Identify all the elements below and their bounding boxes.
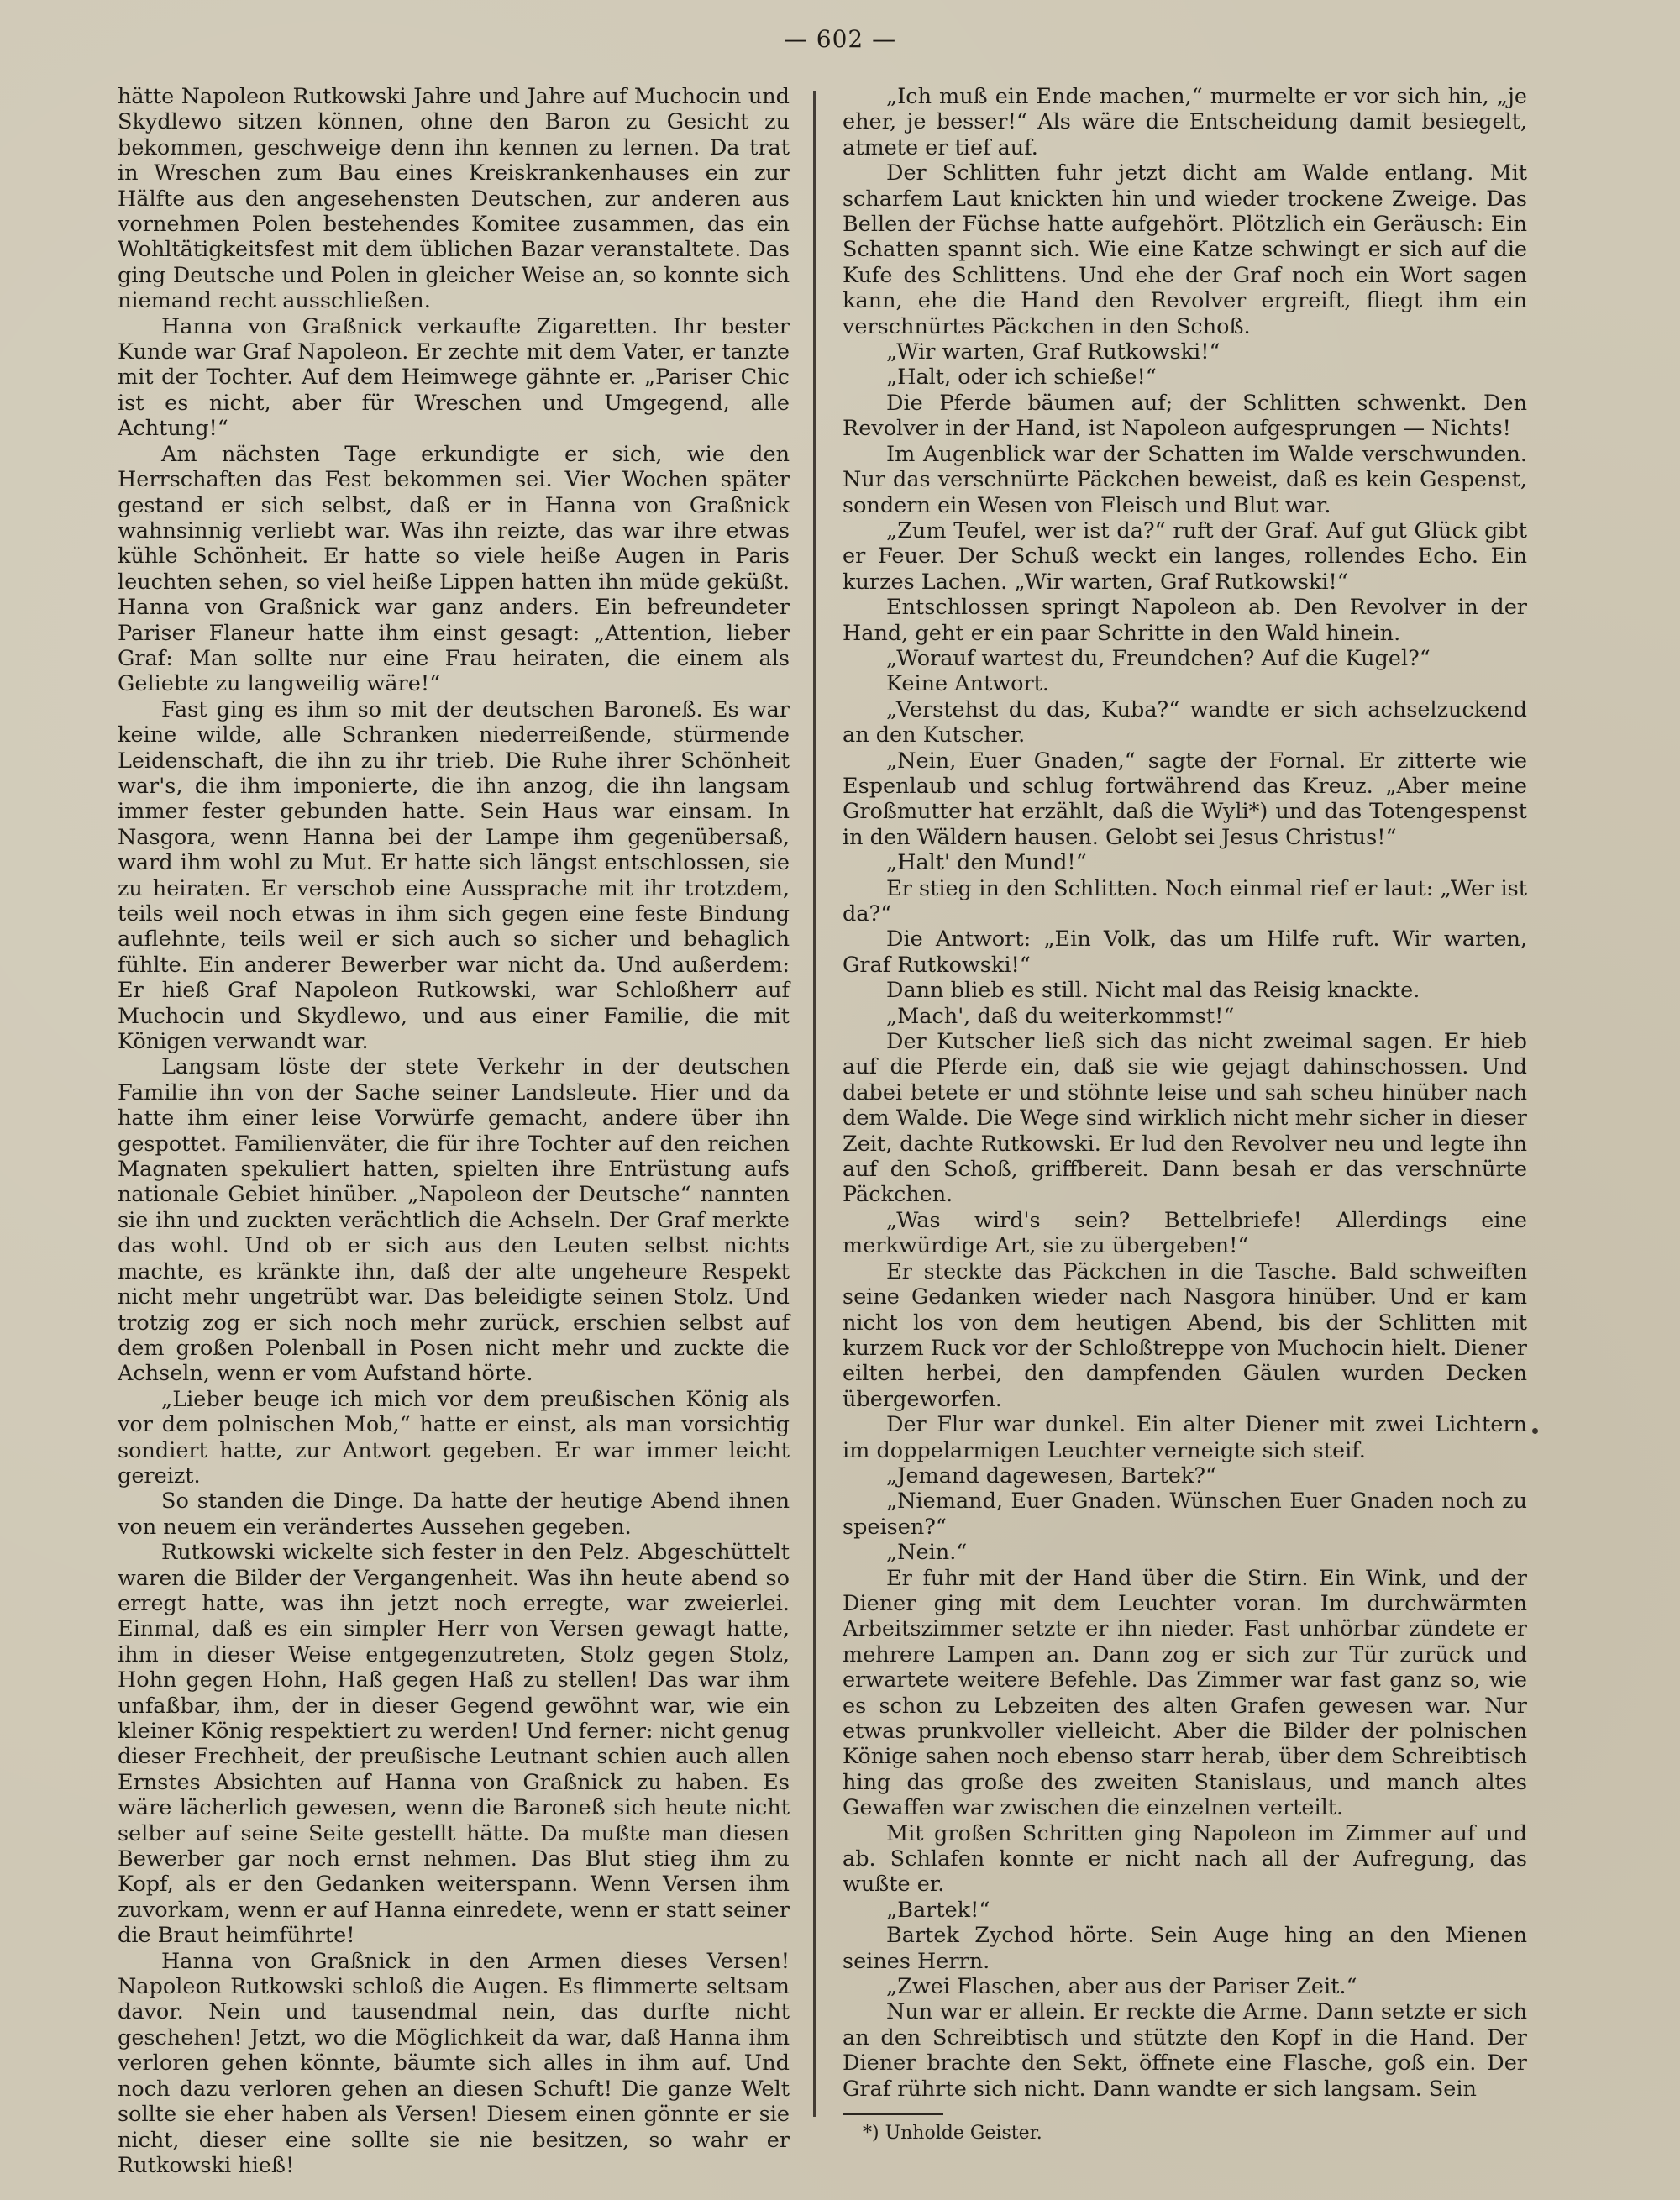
paragraph: „Zwei Flaschen, aber aus der Pariser Zeit.“	[886, 1974, 1357, 2000]
paragraph: Keine Antwort.	[886, 671, 1050, 697]
paragraph: So standen die Dinge. Da hatte der heutige Abend ihnen von neuem ein verändertes Aussehen gegeben.	[118, 1489, 790, 1540]
paragraph: „Nein.“	[886, 1540, 968, 1566]
paragraph: Die Antwort: „Ein Volk, das um Hilfe ruft. Wir warten, Graf Rutkowski!“	[843, 927, 1527, 978]
right-column	[843, 84, 1527, 2145]
paragraph: Am nächsten Tage erkundigte er sich, wie den Herrschaften das Fest bekommen sei. Vier Wochen später gestand er sich selbst, daß er in Hanna von Graßnick wahnsinnig verliebt war. Was ihn reizte, das war ihre etwas kühle Schönheit. Er hatte so viele heiße Augen in Paris leuchten sehen, so viel heiße Lippen hatten ihn müde geküßt. Hanna von Graßnick war ganz anders. Ein befreundeter Pariser Flaneur hatte ihm einst gesagt: „Attention, lieber Graf: Man sollte nur eine Frau heiraten, die einem als Geliebte zu langweilig wäre!“	[118, 441, 790, 697]
paragraph: Bartek Zychod hörte. Sein Auge hing an den Mienen seines Herrn.	[843, 1923, 1527, 1974]
paragraph: Der Kutscher ließ sich das nicht zweimal sagen. Er hieb auf die Pferde ein, daß sie wie gejagt dahinschossen. Und dabei betete er und stöhnte leise und sah scheu hinüber nach dem Walde. Die Wege sind wirklich nicht mehr sicher in dieser Zeit, dachte Rutkowski. Er lud den Revolver neu und legte ihn auf den Schoß, griffbereit. Dann besah er das verschnürte Päckchen.	[843, 1029, 1527, 1208]
paragraph: „Niemand, Euer Gnaden. Wünschen Euer Gnaden noch zu speisen?“	[843, 1489, 1527, 1540]
paragraph: Hanna von Graßnick in den Armen dieses Versen! Napoleon Rutkowski schloß die Augen. Es flimmerte seltsam davor. Nein und tausendmal nein, das durfte nicht geschehen! Jetzt, wo die Möglichkeit da war, daß Hanna ihm verloren gehen könnte, bäumte sich alles in ihm auf. Und noch dazu verloren gehen an diesen Schuft! Die ganze Welt sollte sie eher haben als Versen! Diesem einen gönnte er sie nicht, dieser eine sollte sie nie besitzen, so wahr er Rutkowski hieß!	[118, 1948, 790, 2178]
paragraph: hätte Napoleon Rutkowski Jahre und Jahre auf Muchocin und Skydlewo sitzen können, ohne den Baron zu Gesicht zu bekommen, geschweige denn ihn kennen zu lernen. Da trat in Wreschen zum Bau eines Kreiskrankenhauses ein zur Hälfte aus den angesehensten Deutschen, zur anderen aus vornehmen Polen bestehendes Komitee zusammen, das ein Wohltätigkeitsfest mit dem üblichen Bazar veranstaltete. Das ging Deutsche und Polen in gleicher Weise an, so konnte sich niemand recht ausschließen.	[118, 84, 790, 314]
left-column	[118, 84, 790, 2178]
paragraph: Im Augenblick war der Schatten im Walde verschwunden. Nur das verschnürte Päckchen beweist, daß es kein Gespenst, sondern ein Wesen von Fleisch und Blut war.	[843, 441, 1527, 518]
paragraph: „Zum Teufel, wer ist da?“ ruft der Graf. Auf gut Glück gibt er Feuer. Der Schuß weckt ein langes, rollendes Echo. Ein kurzes Lachen. „Wir warten, Graf Rutkowski!“	[843, 517, 1527, 595]
paragraph: „Mach', daß du weiterkommst!“	[886, 1003, 1235, 1029]
paragraph: Nun war er allein. Er reckte die Arme. Dann setzte er sich an den Schreibtisch und stützte den Kopf in die Hand. Der Diener brachte den Sekt, öffnete eine Flasche, goß ein. Der Graf rührte sich nicht. Dann wandte er sich langsam. Sein	[843, 1999, 1527, 2102]
paragraph: „Ich muß ein Ende machen,“ murmelte er vor sich hin, „je eher, je besser!“ Als wäre die Entscheidung damit besiegelt, atmete er tief auf.	[843, 84, 1527, 160]
paragraph: Er steckte das Päckchen in die Tasche. Bald schweiften seine Gedanken wieder nach Nasgora hinüber. Und er kam nicht los von dem heutigen Abend, bis der Schlitten mit kurzem Ruck vor der Schloßtreppe von Muchocin hielt. Diener eilten herbei, den dampfenden Gäulen wurden Decken übergeworfen.	[843, 1258, 1527, 1412]
paragraph: Er stieg in den Schlitten. Noch einmal rief er laut: „Wer ist da?“	[843, 875, 1527, 927]
paragraph: Hanna von Graßnick verkaufte Zigaretten. Ihr bester Kunde war Graf Napoleon. Er zechte mit dem Vater, er tanzte mit der Tochter. Auf dem Heimwege gähnte er. „Pariser Chic ist es nicht, aber für Wreschen und Umgegend, alle Achtung!“	[118, 313, 790, 442]
paragraph: Entschlossen springt Napoleon ab. Den Revolver in der Hand, geht er ein paar Schritte in den Wald hinein.	[843, 595, 1527, 646]
paragraph: Dann blieb es still. Nicht mal das Reisig knackte.	[886, 978, 1420, 1004]
paragraph: Die Pferde bäumen auf; der Schlitten schwenkt. Den Revolver in der Hand, ist Napoleon aufgesprungen — Nichts!	[843, 390, 1527, 442]
paragraph: Rutkowski wickelte sich fester in den Pelz. Abgeschüttelt waren die Bilder der Vergangenheit. Was ihn heute abend so erregt hatte, was ihn jetzt noch erregte, war zweierlei. Einmal, daß es ein simpler Herr von Versen gewagt hatte, ihm in dieser Weise entgegenzutreten, Stolz gegen Stolz, Hohn gegen Hohn, Haß gegen Haß zu stellen! Das war ihm unfaßbar, ihm, der in dieser Gegend gewöhnt war, wie ein kleiner König respektiert zu werden! Und ferner: nicht genug dieser Frechheit, der preußische Leutnant schien auch allen Ernstes Absichten auf Hanna von Graßnick zu haben. Es wäre lächerlich gewesen, wenn die Baroneß sich heute nicht selber auf seine Seite gestellt hätte. Da mußte man diesen Bewerber gar noch ernst nehmen. Das Blut stieg ihm zu Kopf, als er den Gedanken weiterspann. Wenn Versen ihm zuvorkam, wenn er auf Hanna einredete, wenn er statt seiner die Braut heimführte!	[118, 1540, 790, 1949]
footnote-rule	[843, 2113, 943, 2115]
paragraph: Langsam löste der stete Verkehr in der deutschen Familie ihn von der Sache seiner Landsleute. Hier und da hatte ihm einer leise Vorwürfe gemacht, andere über ihn gespottet. Familienväter, die für ihre Tochter auf den reichen Magnaten spekuliert hatten, spielten ihre Entrüstung aufs nationale Gebiet hinüber. „Napoleon der Deutsche“ nannten sie ihn und zuckten verächtlich die Achseln. Der Graf merkte das wohl. Und ob er sich aus den Leuten selbst nichts machte, es kränkte ihn, daß der alte ungeheure Respekt nicht mehr ungetrübt war. Das beleidigte seinen Stolz. Und trotzig zog er sich noch mehr zurück, erschien selbst auf dem großen Polenball in Posen nicht mehr und zuckte die Achseln, wenn er vom Aufstand hörte.	[118, 1054, 790, 1387]
paragraph: „Bartek!“	[886, 1897, 990, 1923]
paper-speck	[1532, 1428, 1538, 1434]
paragraph: Fast ging es ihm so mit der deutschen Baroneß. Es war keine wilde, alle Schranken niederreißende, stürmende Leidenschaft, die ihn zu ihr trieb. Die Ruhe ihrer Schönheit war's, die ihm imponierte, die ihn anzog, die ihn langsam immer fester gebunden hatte. Sein Haus war einsam. In Nasgora, wenn Hanna bei der Lampe ihm gegenübersaß, ward ihm wohl zu Mut. Er hatte sich längst entschlossen, sie zu heiraten. Er verschob eine Aussprache mit ihr trotzdem, teils weil noch etwas in ihm sich gegen eine feste Bindung auflehnte, teils weil er sich auch so sicher und behaglich fühlte. Ein anderer Bewerber war nicht da. Und außerdem: Er hieß Graf Napoleon Rutkowski, war Schloßherr auf Muchocin und Skydlewo, und aus einer Familie, die mit Königen verwandt war.	[118, 696, 790, 1055]
paragraph: „Wir warten, Graf Rutkowski!“	[886, 339, 1221, 365]
paragraph: „Halt, oder ich schieße!“	[886, 365, 1157, 391]
footnote: *) Unholde Geister.	[863, 2123, 1042, 2145]
paragraph: Der Flur war dunkel. Ein alter Diener mit zwei Lichtern im doppelarmigen Leuchter verneigte sich steif.	[843, 1412, 1527, 1463]
paragraph: „Worauf wartest du, Freundchen? Auf die Kugel?“	[886, 645, 1431, 671]
paragraph: „Halt' den Mund!“	[886, 850, 1087, 876]
paragraph: „Jemand dagewesen, Bartek?“	[886, 1462, 1217, 1489]
paragraph: „Verstehst du das, Kuba?“ wandte er sich achselzuckend an den Kutscher.	[843, 696, 1527, 748]
paragraph: Mit großen Schritten ging Napoleon im Zimmer auf und ab. Schlafen konnte er nicht nach all der Aufregung, das wußte er.	[843, 1820, 1527, 1898]
paragraph: „Was wird's sein? Bettelbriefe! Allerdings eine merkwürdige Art, sie zu übergeben!“	[843, 1207, 1527, 1259]
paragraph: „Lieber beuge ich mich vor dem preußischen König als vor dem polnischen Mob,“ hatte er einst, als man vorsichtig sondiert hatte, zur Antwort gegeben. Er war immer leicht gereizt.	[118, 1386, 790, 1489]
paragraph: Der Schlitten fuhr jetzt dicht am Walde entlang. Mit scharfem Laut knickten hin und wieder trockene Zweige. Das Bellen der Füchse hatte aufgehört. Plötzlich ein Geräusch: Ein Schatten spannt sich. Wie eine Katze schwingt er sich auf die Kufe des Schlittens. Und ehe der Graf noch ein Wort sagen kann, ehe die Hand den Revolver ergreift, fliegt ihm ein verschnürtes Päckchen in den Schoß.	[843, 160, 1527, 339]
paragraph: „Nein, Euer Gnaden,“ sagte der Fornal. Er zitterte wie Espenlaub und schlug fortwährend das Kreuz. „Aber meine Großmutter hat erzählt, daß die Wyli*) und das Totengespenst in den Wäldern hausen. Gelobt sei Jesus Christus!“	[843, 748, 1527, 850]
paragraph: Er fuhr mit der Hand über die Stirn. Ein Wink, und der Diener ging mit dem Leuchter voran. Im durchwärmten Arbeitszimmer setzte er ihn nieder. Fast unhörbar zündete er mehrere Lampen an. Dann zog er sich zur Tür zurück und erwartete weitere Befehle. Das Zimmer war fast ganz so, wie es schon zu Lebzeiten des alten Grafen gewesen war. Nur etwas prunkvoller vielleicht. Aber die Bilder der polnischen Könige sahen noch ebenso starr herab, über dem Schreibtisch hing das große des zweiten Stanislaus, und manch altes Gewaffen war zwischen die einzelnen verteilt.	[843, 1565, 1527, 1821]
page-number: — 602 —	[783, 25, 897, 53]
column-divider	[813, 91, 816, 2117]
